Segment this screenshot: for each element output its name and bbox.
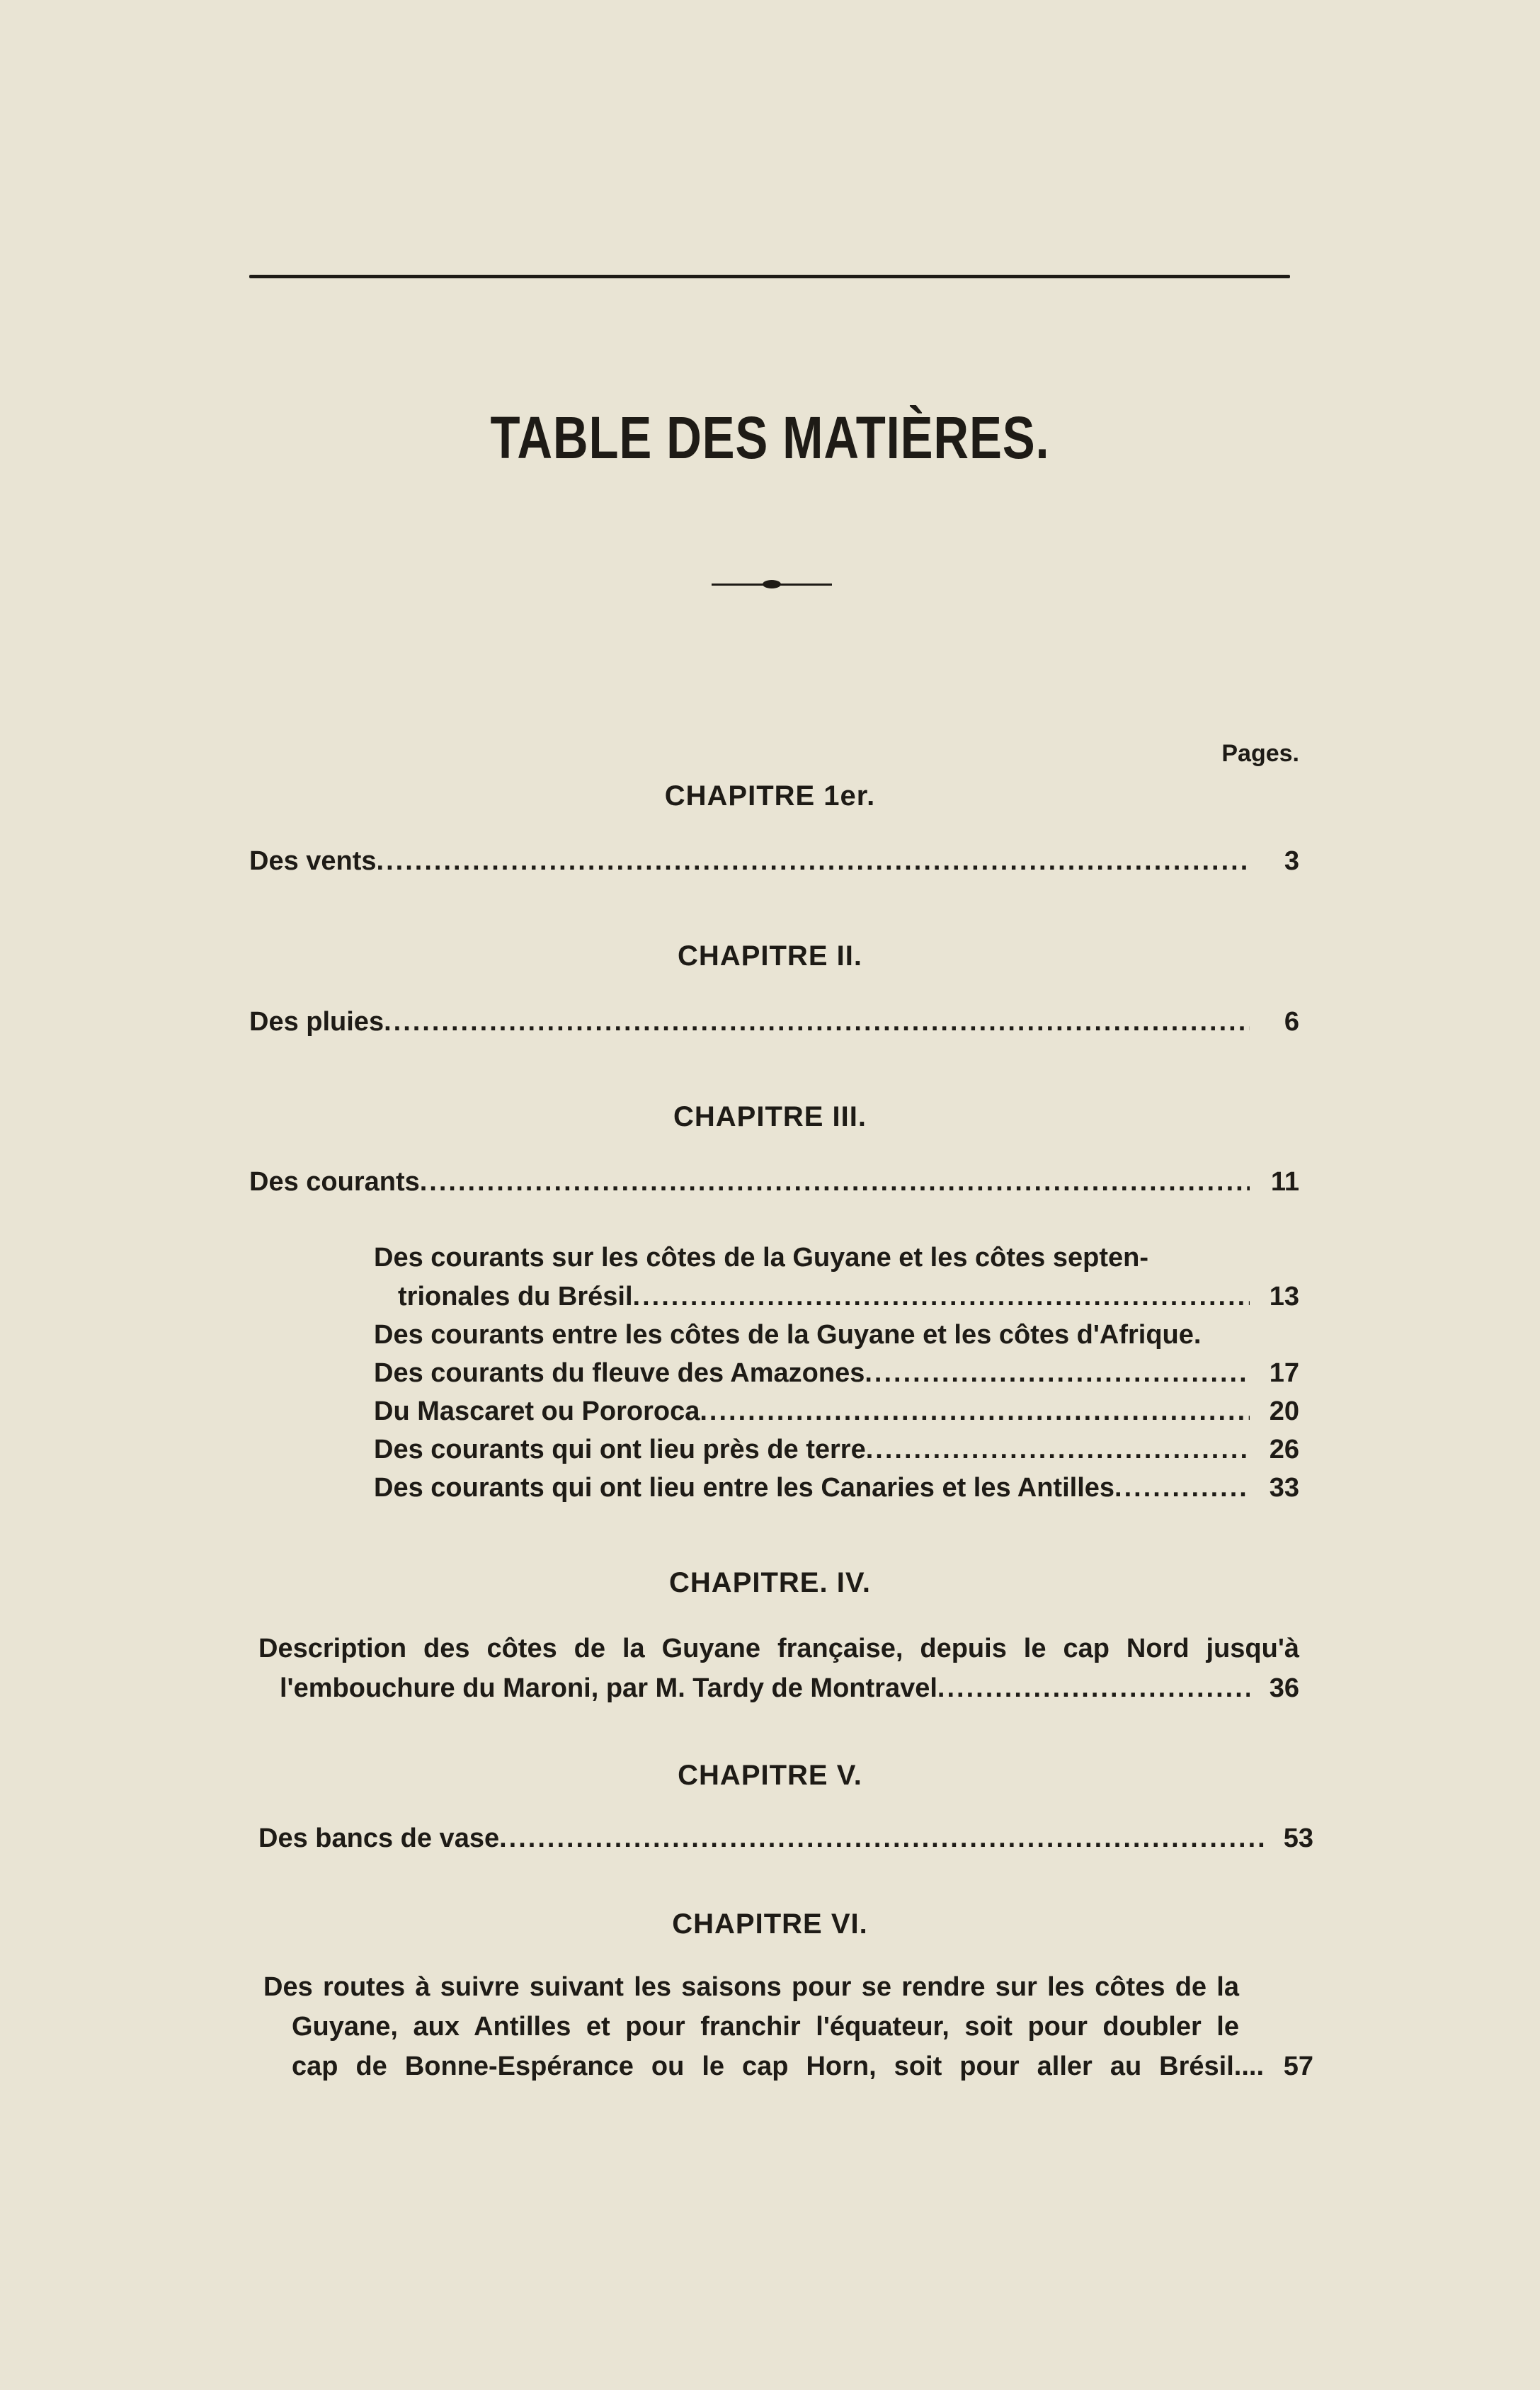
dot-leader bbox=[865, 1358, 1250, 1389]
toc-subentry[interactable] bbox=[374, 1320, 1299, 1350]
toc-subentry[interactable] bbox=[398, 1282, 1299, 1312]
toc-paragraph-label: cap de Bonne-Espérance ou le cap Horn, soit pour aller au Brésil.... bbox=[292, 2052, 1264, 2081]
toc-subentry-label: Du Mascaret ou Pororoca bbox=[374, 1396, 700, 1426]
chapter-heading-3: CHAPITRE III. bbox=[673, 1101, 867, 1132]
toc-paragraph-page: 36 bbox=[1269, 1673, 1299, 1703]
toc-subentry-label: Des courants qui ont lieu entre les Canaries et les Antilles bbox=[374, 1473, 1115, 1503]
toc-subentry-page: 33 bbox=[1269, 1473, 1299, 1503]
toc-entry-page: 3 bbox=[1284, 846, 1299, 876]
toc-paragraph-line: Description des côtes de la Guyane française, depuis le cap Nord jusqu'à bbox=[258, 1634, 1299, 1663]
header-rule bbox=[249, 275, 1290, 278]
dot-leader bbox=[633, 1282, 1250, 1312]
pages-column-label: Pages. bbox=[1221, 740, 1299, 767]
toc-paragraph-last-line bbox=[258, 1668, 1299, 1708]
toc-entry-page: 6 bbox=[1284, 1007, 1299, 1037]
toc-subentry-line[interactable] bbox=[374, 1243, 1245, 1273]
dot-leader bbox=[377, 846, 1250, 877]
dot-leader bbox=[384, 1007, 1250, 1037]
toc-paragraph-entry[interactable] bbox=[258, 1629, 1299, 1708]
dot-leader bbox=[866, 1435, 1250, 1465]
dot-leader bbox=[1114, 1473, 1250, 1503]
toc-paragraph-line: Des routes à suivre suivant les saisons pour se rendre sur les côtes de la bbox=[263, 1972, 1239, 2002]
toc-paragraph-line: Guyane, aux Antilles et pour franchir l'équateur, soit pour doubler le bbox=[292, 2012, 1239, 2042]
chapter-heading-5: CHAPITRE V. bbox=[678, 1760, 862, 1791]
toc-subentry-label: Des courants qui ont lieu près de terre bbox=[374, 1435, 866, 1464]
toc-subentry[interactable] bbox=[374, 1358, 1299, 1389]
toc-entry-label: Des courants bbox=[249, 1167, 420, 1197]
toc-subentry-page: 13 bbox=[1269, 1282, 1299, 1311]
toc-subentry-label: Des courants du fleuve des Amazones bbox=[374, 1358, 865, 1388]
toc-subentry-label: Des courants sur les côtes de la Guyane et les côtes septen- bbox=[374, 1243, 1148, 1273]
dot-leader bbox=[937, 1668, 1250, 1708]
toc-subentry[interactable] bbox=[374, 1435, 1299, 1465]
chapter-heading-2: CHAPITRE II. bbox=[678, 940, 862, 972]
dot-leader bbox=[700, 1396, 1250, 1427]
dot-leader bbox=[420, 1167, 1250, 1197]
toc-subentry[interactable] bbox=[374, 1396, 1299, 1427]
chapter-heading-1: CHAPITRE 1er. bbox=[664, 780, 876, 812]
chapter-heading-6: CHAPITRE VI. bbox=[672, 1908, 868, 1940]
toc-entry[interactable] bbox=[249, 1007, 1299, 1037]
toc-subentry-page: 20 bbox=[1269, 1396, 1299, 1426]
toc-entry-label: Des pluies bbox=[249, 1007, 384, 1037]
toc-entry-label: Des vents bbox=[249, 846, 377, 876]
toc-entry[interactable] bbox=[249, 1167, 1299, 1197]
toc-entry-page: 53 bbox=[1283, 1823, 1313, 1853]
toc-paragraph-label: l'embouchure du Maroni, par M. Tardy de Montravel bbox=[280, 1673, 937, 1703]
toc-entry[interactable] bbox=[249, 846, 1299, 877]
dot-leader bbox=[499, 1823, 1264, 1854]
page-title: TABLE DES MATIÈRES. bbox=[490, 404, 1050, 471]
toc-subentry-label: Des courants entre les côtes de la Guyane et les côtes d'Afrique. bbox=[374, 1320, 1202, 1350]
toc-subentry-page: 26 bbox=[1269, 1435, 1299, 1464]
toc-entry-label: Des bancs de vase bbox=[258, 1823, 500, 1853]
toc-entry-page: 11 bbox=[1270, 1167, 1299, 1197]
toc-entry[interactable] bbox=[258, 1823, 1313, 1854]
toc-paragraph-entry[interactable] bbox=[263, 1967, 1313, 2086]
toc-subentry[interactable] bbox=[374, 1473, 1299, 1503]
ornament-dot bbox=[763, 580, 781, 588]
toc-paragraph-page: 57 bbox=[1283, 2052, 1313, 2081]
chapter-heading-4: CHAPITRE. IV. bbox=[669, 1567, 871, 1598]
toc-paragraph-last-line bbox=[263, 2047, 1313, 2086]
toc-subentry-label: trionales du Brésil bbox=[398, 1282, 633, 1311]
toc-subentry-page: 17 bbox=[1269, 1358, 1299, 1388]
ornament-divider bbox=[712, 579, 832, 589]
